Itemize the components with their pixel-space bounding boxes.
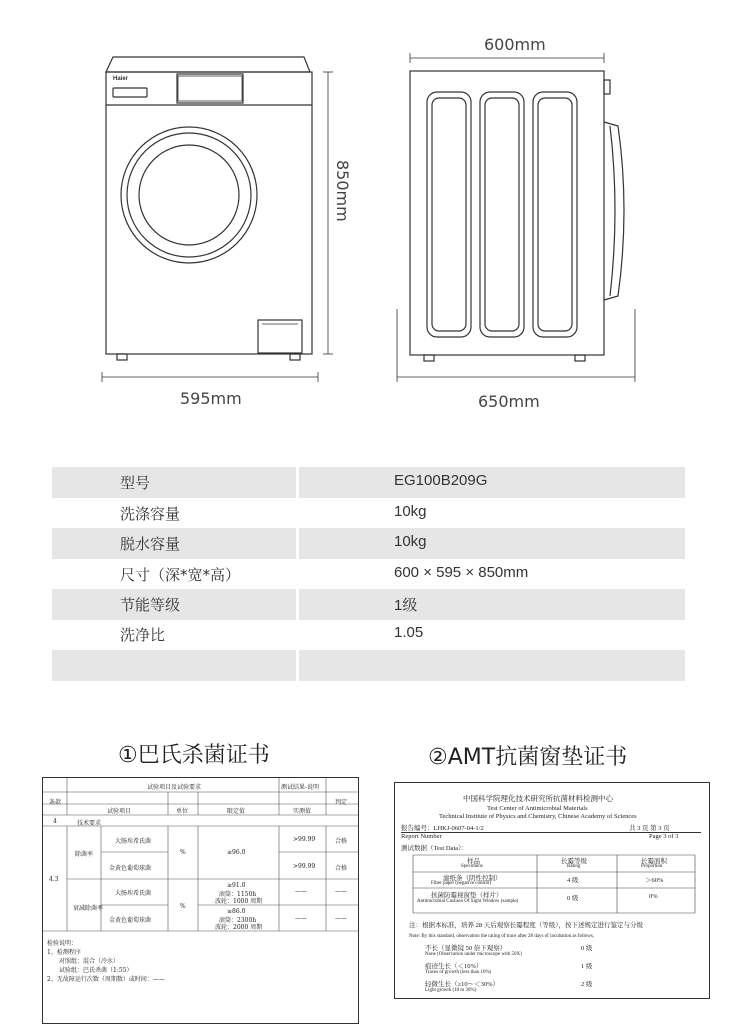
c2-en1: Test Center of Antimicrobial Materials [487, 805, 588, 812]
c1-dash3: —— [295, 915, 307, 922]
c1-h-result: 测试结果-说明 [281, 784, 320, 791]
c2-col1e: Specimens [461, 864, 483, 869]
c1-h-item: 试验项目 [107, 808, 132, 815]
c1-note5: 2、无故障运行次数（周期数）或时间：—— [47, 976, 165, 983]
c1-bac3: 大肠埃希氏菌 [115, 890, 152, 897]
front-view-drawing [102, 57, 333, 382]
c1-val1: >99.99 [293, 836, 316, 843]
c1-limit3c: 波轮：2000 周期 [215, 924, 263, 931]
c2-report-en: Report Number [401, 833, 442, 840]
c1-note4: 试验组：巴氏杀菌（1:55） [59, 967, 133, 974]
c2-r1p: ＞60% [645, 877, 664, 884]
spec-row-size [52, 559, 685, 590]
spec-value: 10kg [394, 533, 427, 550]
cert2-document [394, 782, 710, 999]
spec-label: 尺寸（深*宽*高） [120, 566, 241, 584]
c1-unit2: % [180, 903, 186, 910]
c1-group1: 除菌率 [75, 851, 94, 858]
spec-row-wash-capacity [52, 498, 685, 529]
c1-val2: >99.99 [293, 863, 316, 870]
spec-value: EG100B209G [394, 472, 488, 489]
c1-clause: 4.3 [49, 876, 59, 883]
c1-limit2b: 滚筒：1150h [219, 891, 257, 898]
spec-value: 1级 [394, 597, 418, 614]
spec-label: 洗净比 [120, 626, 166, 644]
c2-l2: 痕迹生长（＜10%） [425, 963, 483, 970]
c1-pass2: 合格 [335, 865, 348, 872]
c1-sec-no: 4 [53, 818, 57, 825]
c1-limit2c: 波轮：1000 周期 [215, 898, 263, 905]
brand-logo-text: Haier [113, 76, 129, 82]
c1-bac2: 金黄色葡萄球菌 [109, 865, 152, 872]
c2-col2: 长霉等级 [561, 858, 587, 865]
c1-h-limit: 限定值 [227, 808, 246, 815]
c2-cn-header: 中国科学院理化技术研究所抗菌材料检测中心 [463, 794, 613, 803]
spec-label: 节能等级 [120, 596, 181, 614]
c1-h-unit: 单位 [176, 808, 189, 815]
c2-l3e: Light growth (10 to 30%) [425, 988, 477, 993]
cert1-title: ①巴氏杀菌证书 [118, 743, 270, 768]
c1-pass1: 合格 [335, 838, 348, 845]
c1-dash1: —— [295, 888, 307, 895]
c2-col3e: Proportion [641, 864, 663, 869]
dimension-drawings [0, 0, 750, 420]
c2-r2: 抗菌防霉视窗垫（样片） [431, 892, 503, 899]
c2-col1: 样品 [467, 858, 480, 865]
spec-value: 1.05 [394, 624, 424, 641]
c1-h-test: 试验项目及试验要求 [147, 784, 202, 791]
spec-label: 型号 [120, 474, 151, 492]
cert2-title: ②AMT抗菌窗垫证书 [428, 745, 628, 770]
c1-bac1: 大肠埃希氏菌 [115, 838, 152, 845]
c1-dash4: —— [335, 915, 347, 922]
c1-note2: 1、检测程序 [47, 949, 81, 956]
c2-r2e: Antimicrobial Cushion Of Sight Window (sample) [417, 899, 519, 904]
c2-r2p: 0% [649, 893, 658, 900]
c2-l2e: Traces of growth (less than 10%) [425, 970, 492, 975]
spec-value: 10kg [394, 503, 427, 520]
c1-limit1: ≥96.0 [227, 849, 246, 856]
c2-l2v: 1 级 [581, 963, 593, 970]
c1-h-judge: 判定 [335, 799, 348, 806]
spec-row-model [52, 467, 685, 498]
c2-r1e: Filter paper (negative control) [431, 881, 492, 886]
c2-note: 注：根据本标准，培养 28 天后观察长霉程度（等级），按下述规定进行鉴定与分级 [409, 922, 643, 929]
spec-row-wash-ratio [52, 619, 685, 650]
dim-width-front: 595mm [180, 389, 242, 408]
c2-col3: 长霉面积 [641, 858, 667, 865]
c1-note3: 对照组：混合（冷水） [59, 958, 120, 965]
c1-h-actual: 实测值 [293, 808, 312, 815]
spec-row-spin-capacity [52, 528, 685, 559]
c2-note-en: Note: By this standard, observation the rating of trace after 28 days of incubation as follows, [409, 934, 595, 939]
spec-row-energy-grade [52, 589, 685, 620]
c2-r1v: 4 级 [567, 877, 579, 884]
c2-l1e: None (Observation under microscope with 50X) [425, 952, 522, 957]
spec-label: 脱水容量 [120, 535, 181, 553]
c2-l1: 不长（显微镜 50 倍下观察） [425, 945, 507, 952]
c1-sec-name: 技术要求 [77, 820, 102, 827]
c2-r2v: 0 级 [567, 895, 579, 902]
c1-dash2: —— [335, 888, 347, 895]
c2-col2e: Rating [567, 864, 581, 869]
c2-report: 报告编号：LHKJ-0607-04-1/2 [401, 825, 484, 832]
c2-l3: 轻微生长（≥10～＜30%） [425, 981, 499, 988]
c2-l1v: 0 级 [581, 945, 593, 952]
c1-limit3a: ≥86.0 [227, 908, 246, 915]
dim-height: 850mm [333, 160, 352, 222]
c1-group2: 衰减除菌率 [73, 905, 104, 912]
c2-data-title: 测试数据（Test Data）： [401, 845, 468, 852]
c2-page: 共 3 页 第 3 页 [629, 825, 670, 832]
c1-limit3b: 滚筒：2300h [219, 917, 257, 924]
spec-row-empty [52, 650, 685, 681]
spec-label: 洗涤容量 [120, 505, 181, 523]
dim-depth-top: 600mm [484, 35, 546, 54]
c1-limit2a: ≥91.0 [227, 882, 246, 889]
c2-r1: 滤纸条（阴性控制） [443, 875, 502, 882]
c1-unit1: % [180, 849, 186, 856]
c2-l3v: 2 级 [581, 981, 593, 988]
side-view-drawing [397, 53, 635, 382]
dim-depth-bottom: 650mm [478, 392, 540, 411]
c1-note1: 检验说明： [47, 940, 78, 947]
c2-en2: Technical Institute of Physics and Chemistry, Chinese Academy of Sciences [439, 813, 637, 820]
c2-page-en: Page 3 of 3 [649, 833, 679, 840]
spec-value: 600 × 595 × 850mm [394, 564, 529, 581]
cert1-document [42, 777, 359, 1024]
c1-h-items: 条款 [49, 799, 62, 806]
c1-bac4: 金黄色葡萄球菌 [109, 917, 152, 924]
